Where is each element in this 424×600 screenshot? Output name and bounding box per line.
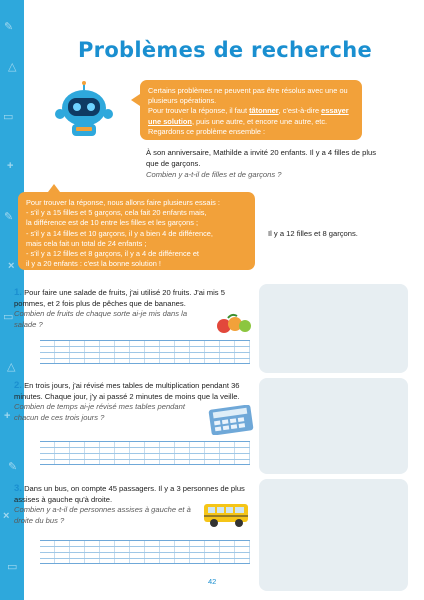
bubble-line	[148, 106, 354, 126]
example-problem-question: Combien y a-t-il de filles et de garçons ?	[146, 170, 282, 179]
exercise-number: 1.	[14, 287, 22, 298]
bubble-bold: tâtonner	[249, 106, 279, 116]
bubble-line: Certains problèmes ne peuvent pas être résolus avec une ou plusieurs opérations.	[148, 86, 348, 106]
example-answer: Il y a 12 filles et 8 garçons.	[268, 229, 358, 238]
compass-icon: △	[7, 361, 16, 373]
school-bus-icon	[202, 500, 252, 528]
answer-panel[interactable]	[259, 378, 408, 474]
plus-icon: +	[7, 160, 14, 172]
ruler-icon: ▭	[7, 561, 18, 573]
bubble-line: il y a 20 enfants : c'est la bonne solution !	[26, 259, 161, 269]
exercise-text: En trois jours, j'ai révisé mes tables de multiplication pendant 36 minutes. Chaque jour, j'y ai passé 2 minutes de moins que la veille.	[14, 381, 240, 401]
exercise-number: 2.	[14, 380, 22, 391]
bubble-line: - s'il y a 15 filles et 5 garçons, cela fait 20 enfants mais,	[26, 208, 207, 218]
bubble-line: - s'il y a 14 filles et 10 garçons, il y a bien 4 de différence,	[26, 228, 213, 238]
exercise-question: Combien y a-t-il de personnes assises à gauche et à droite du bus ?	[14, 505, 191, 525]
ruler-icon: ▭	[3, 311, 14, 323]
compass-icon: △	[8, 61, 17, 73]
times-icon: ×	[8, 260, 15, 272]
answer-panel[interactable]	[259, 479, 408, 591]
calculator-icon	[208, 405, 254, 435]
pencil-icon: ✎	[4, 211, 14, 223]
pencil-icon: ✎	[4, 21, 14, 33]
exercise-question: Combien de fruits de chaque sorte ai-je mis dans la salade ?	[14, 309, 188, 329]
exercise-text: Pour faire une salade de fruits, j'ai utilisé 20 fruits. J'ai mis 5 pommes, et 2 fois plus de pêches que de bananes.	[14, 288, 225, 308]
solution-speech-bubble	[18, 192, 255, 270]
writing-lines[interactable]	[40, 340, 250, 364]
bubble-text: , c'est-à-dire	[278, 106, 322, 116]
ruler-icon: ▭	[3, 111, 14, 123]
exercise-question: Combien de temps ai-je révisé mes tables pendant chacun de ces trois jours ?	[14, 402, 185, 422]
bubble-text: Pour trouver la réponse, il faut	[148, 106, 250, 116]
answer-panel[interactable]	[259, 284, 408, 373]
exercise-number: 3.	[14, 483, 22, 494]
pencil-icon: ✎	[8, 461, 18, 473]
writing-lines[interactable]	[40, 540, 250, 564]
writing-lines[interactable]	[40, 441, 250, 465]
times-icon: ×	[3, 510, 10, 522]
bubble-line: Regardons ce problème ensemble :	[148, 126, 266, 136]
bubble-bold: essayer une solution	[148, 106, 349, 126]
bubble-line: Pour trouver la réponse, nous allons faire plusieurs essais :	[26, 198, 220, 207]
fruit-basket-icon	[214, 312, 254, 334]
example-problem-text: À son anniversaire, Mathilde a invité 20 enfants. Il y a 4 filles de plus que de garçons.	[146, 148, 377, 168]
bubble-line: - s'il y a 12 filles et 8 garçons, il y a 4 de différence et	[26, 249, 199, 259]
bubble-line: la différence est de 10 entre les filles et les garçons ;	[26, 218, 198, 228]
bubble-line: mais cela fait un total de 24 enfants ;	[26, 238, 147, 248]
exercise-text: Dans un bus, on compte 45 passagers. Il y a 3 personnes de plus assises à gauche qu'à droite.	[14, 484, 245, 504]
robot-speech-bubble	[140, 80, 362, 140]
page-number: 42	[208, 577, 217, 586]
plus-icon: +	[4, 410, 11, 422]
page-title: Problèmes de recherche	[77, 38, 372, 62]
bubble-text: , puis une autre, et encore une autre, etc.	[191, 116, 328, 126]
robot-mascot-icon	[48, 80, 120, 144]
